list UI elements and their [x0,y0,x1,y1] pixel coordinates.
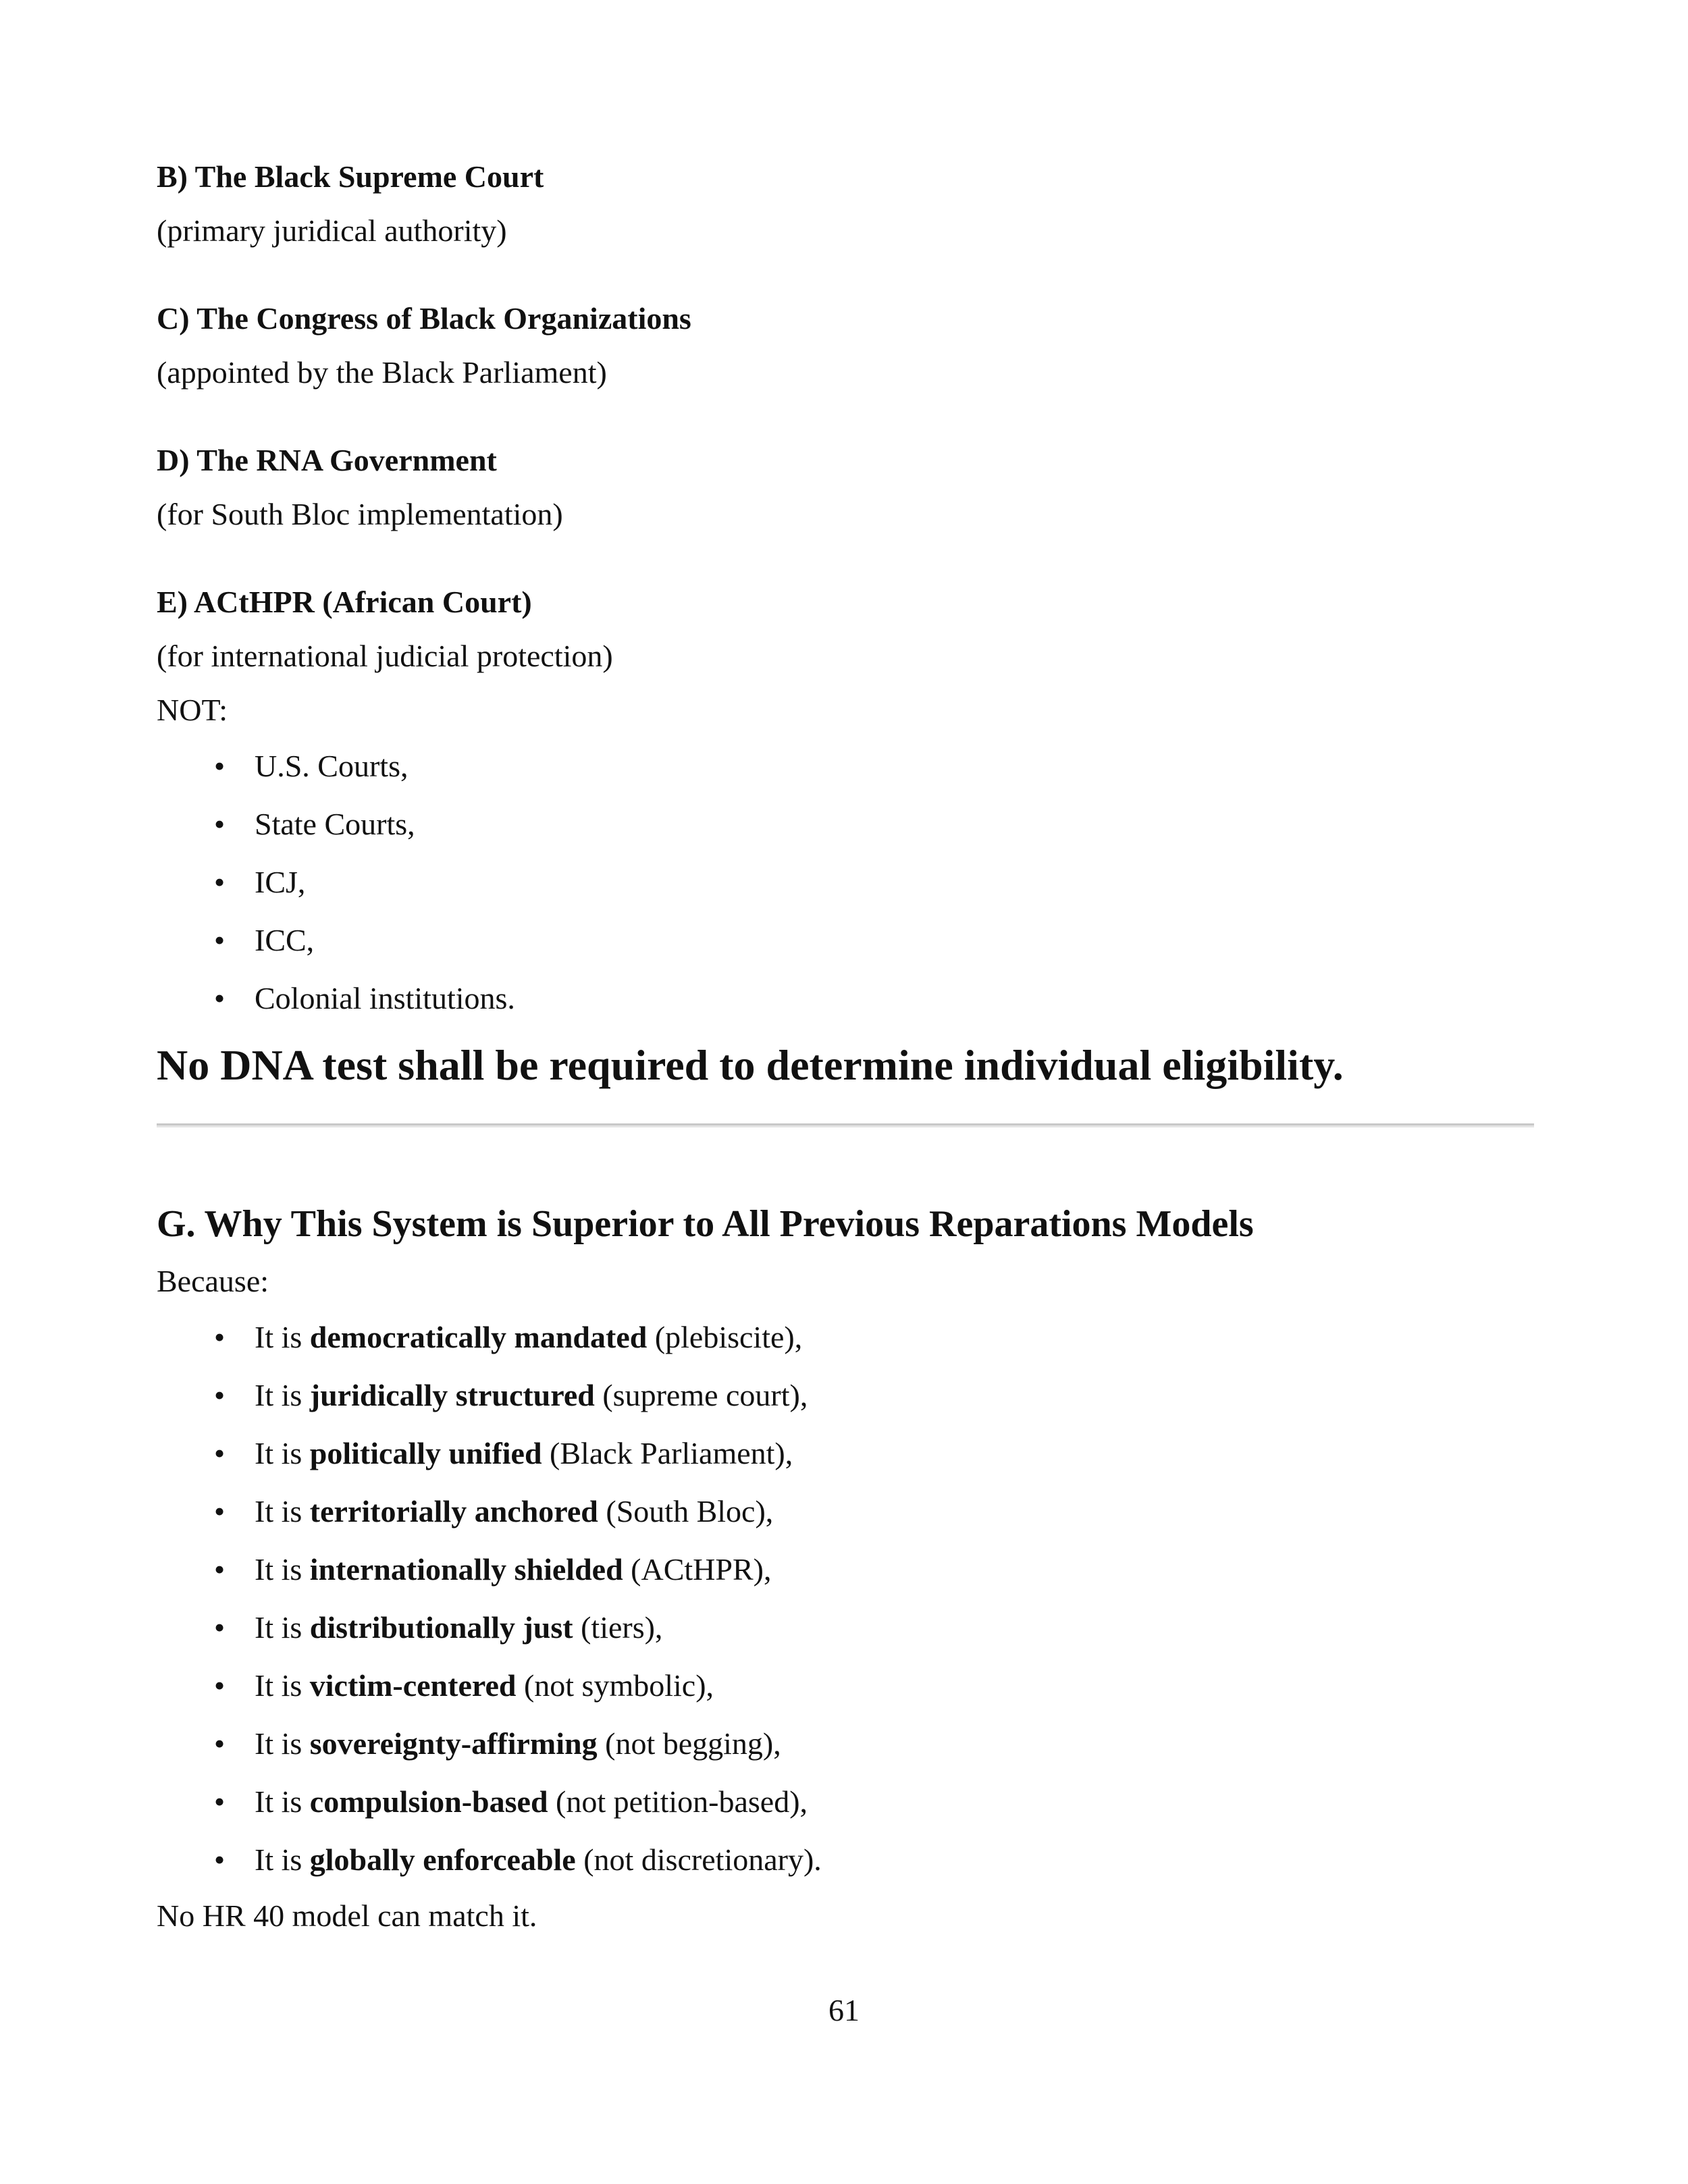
bullet-icon: • [214,1552,226,1587]
bullet-icon: • [214,865,226,899]
list-item-text: Colonial institutions. [255,981,515,1015]
bullet-icon: • [214,1320,226,1354]
entry-c [157,292,1534,400]
bullet-icon: • [214,1726,226,1761]
item-suffix: (plebiscite), [647,1320,803,1354]
list-item [157,1657,1534,1715]
item-prefix: It is [255,1552,310,1587]
list-item [157,1599,1534,1657]
superiority-list [157,1308,1534,1889]
item-suffix: (tiers), [573,1610,663,1645]
item-emphasis: distributionally just [309,1610,573,1645]
item-emphasis: territorially anchored [309,1494,598,1528]
list-item [157,737,1534,795]
bullet-icon: • [214,1378,226,1412]
horizontal-divider [157,1123,1534,1127]
item-suffix: (not begging), [597,1726,781,1761]
bullet-icon: • [214,1668,226,1703]
item-emphasis: compulsion-based [309,1784,548,1819]
item-prefix: It is [255,1726,310,1761]
page-content [157,150,1534,1943]
list-item [157,1541,1534,1599]
entry-heading: C) The Congress of Black Organizations [157,301,691,336]
item-prefix: It is [255,1842,310,1877]
item-suffix: (supreme court), [594,1378,808,1412]
list-item [157,1483,1534,1541]
entry-description: (appointed by the Black Parliament) [157,355,607,390]
list-item-text: U.S. Courts, [255,749,408,783]
list-item [157,853,1534,911]
entry-b [157,150,1534,258]
entry-description: (primary juridical authority) [157,213,507,248]
item-emphasis: sovereignty-affirming [309,1726,598,1761]
bullet-icon: • [214,749,226,783]
list-item [157,969,1534,1028]
item-prefix: It is [255,1784,310,1819]
list-item [157,1831,1534,1889]
item-suffix: (South Bloc), [598,1494,774,1528]
list-item [157,1366,1534,1424]
page-number: 61 [828,1993,860,2027]
list-item [157,1424,1534,1483]
closing-statement: No HR 40 model can match it. [157,1898,537,1933]
item-emphasis: internationally shielded [309,1552,623,1587]
item-prefix: It is [255,1494,310,1528]
item-prefix: It is [255,1320,310,1354]
bullet-icon: • [214,1436,226,1470]
entry-e [157,575,1534,683]
item-suffix: (Black Parliament), [542,1436,793,1470]
item-emphasis: democratically mandated [309,1320,648,1354]
item-prefix: It is [255,1610,310,1645]
section-heading: G. Why This System is Superior to All Previous Reparations Models [157,1203,1254,1245]
list-item [157,1773,1534,1831]
entry-d [157,433,1534,541]
list-item-text: ICJ, [255,865,306,899]
entry-heading: B) The Black Supreme Court [157,159,544,194]
dna-statement: No DNA test shall be required to determine individual eligibility. [157,1041,1344,1089]
item-prefix: It is [255,1668,310,1703]
item-emphasis: victim-centered [309,1668,517,1703]
list-item-text: State Courts, [255,807,415,841]
item-emphasis: globally enforceable [309,1842,576,1877]
entry-description: (for international judicial protection) [157,639,613,673]
bullet-icon: • [214,1610,226,1645]
bullet-icon: • [214,1784,226,1819]
item-emphasis: juridically structured [309,1378,595,1412]
bullet-icon: • [214,923,226,957]
item-emphasis: politically unified [309,1436,542,1470]
entry-heading: D) The RNA Government [157,443,497,477]
list-item-text: ICC, [255,923,315,957]
item-suffix: (not discretionary). [575,1842,822,1877]
section-intro: Because: [157,1264,269,1298]
bullet-icon: • [214,1842,226,1877]
list-item [157,911,1534,969]
bullet-icon: • [214,1494,226,1528]
list-item [157,795,1534,853]
list-item [157,1715,1534,1773]
item-suffix: (not petition-based), [548,1784,808,1819]
excluded-courts-list [157,737,1534,1028]
item-suffix: (not symbolic), [516,1668,714,1703]
item-prefix: It is [255,1436,310,1470]
list-item [157,1308,1534,1366]
bullet-icon: • [214,807,226,841]
item-prefix: It is [255,1378,310,1412]
entry-heading: E) ACtHPR (African Court) [157,585,532,619]
entry-description: (for South Bloc implementation) [157,497,563,531]
bullet-icon: • [214,981,226,1015]
not-label: NOT: [157,693,228,727]
item-suffix: (ACtHPR), [623,1552,772,1587]
